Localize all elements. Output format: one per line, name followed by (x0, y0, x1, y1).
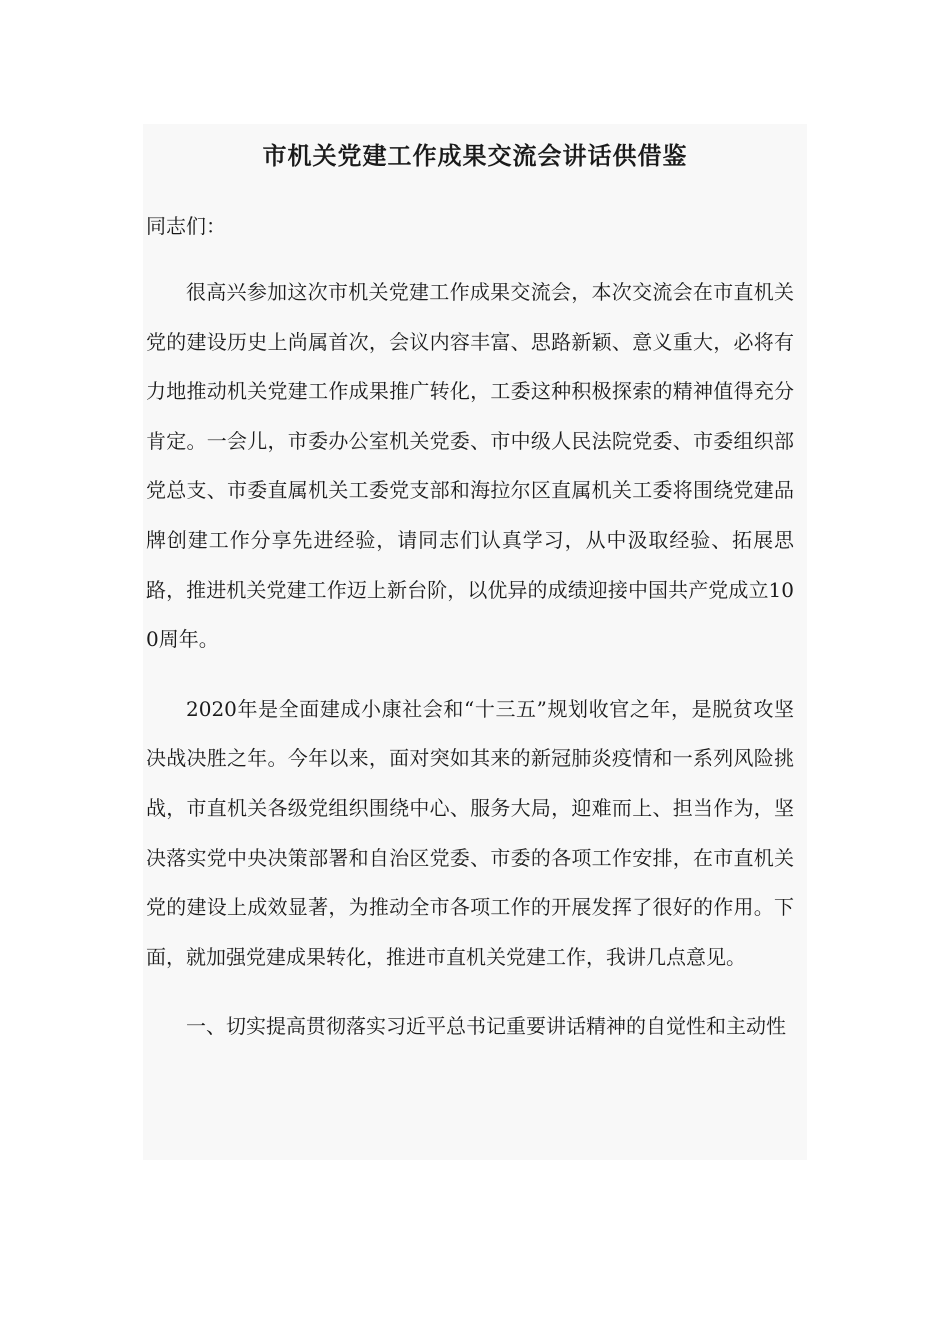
document-page (143, 124, 807, 1160)
paragraph-context: 2020年是全面建成小康社会和“十三五”规划收官之年，是脱贫攻坚决战决胜之年。今年以来，面对突如其来的新冠肺炎疫情和一系列风险挑战，市直机关各级党组织围绕中心、服务大局，迎难而上、担当作为，坚决落实党中央决策部署和自治区党委、市委的各项工作安排，在市直机关党的建设上成效显著，为推动全市各项工作的开展发挥了很好的作用。下面，就加强党建成果转化，推进市直机关党建工作，我讲几点意见。 (146, 696, 794, 969)
salutation: 同志们： (146, 214, 226, 238)
document-title: 市机关党建工作成果交流会讲话供借鉴 (262, 141, 688, 170)
paragraph-intro: 很高兴参加这次市机关党建工作成果交流会，本次交流会在市直机关党的建设历史上尚属首次，会议内容丰富、思路新颖、意义重大，必将有力地推动机关党建工作成果推广转化，工委这种积极探索的精神值得充分肯定。一会儿，市委办公室机关党委、市中级人民法院党委、市委组织部党总支、市委直属机关工委党支部和海拉尔区直属机关工委将围绕党建品牌创建工作分享先进经验，请同志们认真学习，从中汲取经验、拓展思路，推进机关党建工作迈上新台阶，以优异的成绩迎接中国共产党成立100周年。 (146, 280, 794, 652)
section-heading-one: 一、切实提高贯彻落实习近平总书记重要讲话精神的自觉性和主动性 (186, 1014, 786, 1039)
